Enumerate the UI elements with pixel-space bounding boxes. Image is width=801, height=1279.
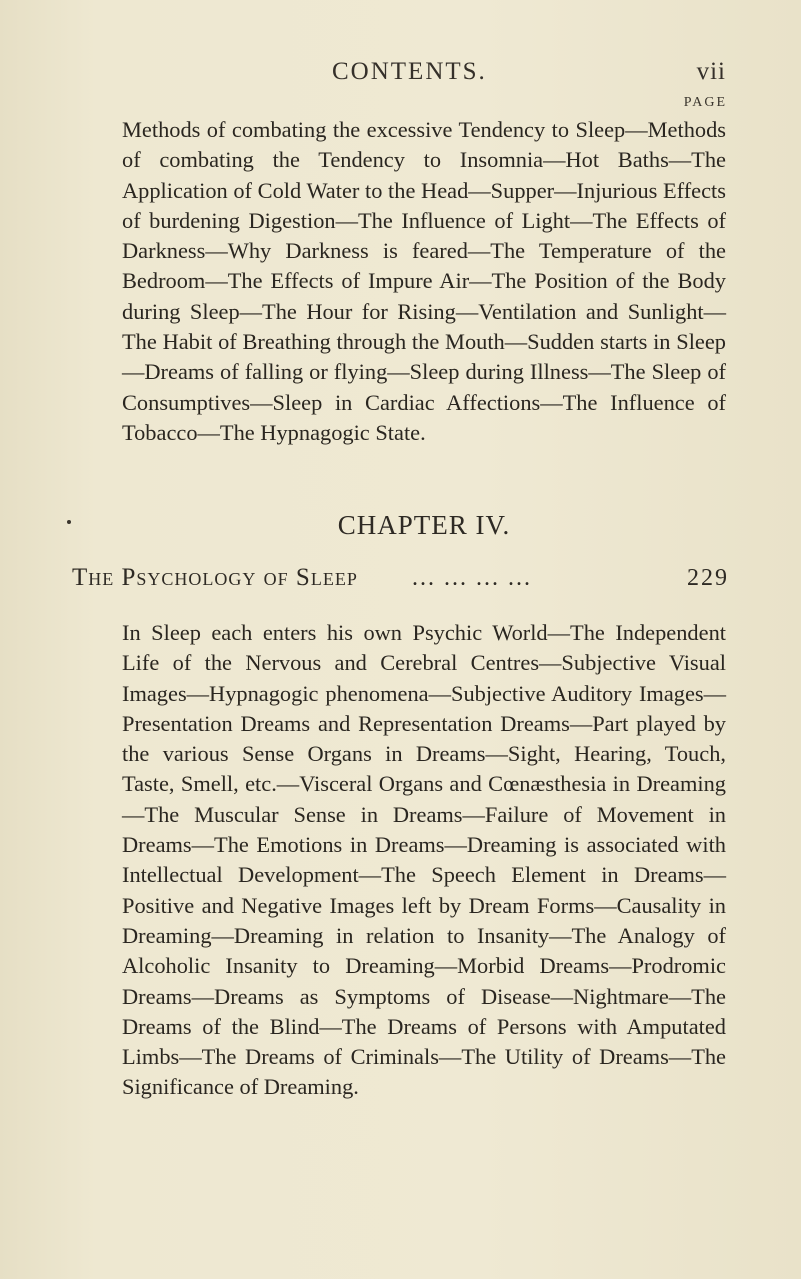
toc-entry-page: 229 — [687, 565, 729, 591]
page-column-label: PAGE — [683, 95, 727, 110]
running-head — [122, 58, 726, 92]
margin-mark — [67, 520, 71, 524]
toc-entry-leader: ... ... ... ... — [412, 565, 532, 591]
chapter-iv-summary: In Sleep each enters his own Psychic World—The Independent Life of the Nervous and Cerebral Centres—Subjective Visual Images—Hypnagogic phenomena—Subjective Auditory Images—Presentation Dreams and Representation Dreams—Part played by the various Sense Organs in Dreams—Sight, Hearing, Touch, Taste, Smell, etc.—Visceral Organs and Cœnæsthesia in Dreaming—The Muscular Sense in Dreams—Failure of Movement in Dreams—The Emotions in Dreams—Dreaming is associated with Intellectual Development—The Speech Element in Dreams—Positive and Negative Images left by Dream Forms—Causality in Dreaming—Dreaming in relation to Insanity—The Analogy of Alcoholic Insanity to Dreaming—Morbid Dreams—Prodromic Dreams—Dreams as Symptoms of Disease—Nightmare—The Dreams of the Blind—The Dreams of Persons with Amputated Limbs—The Dreams of Criminals—The Utility of Dreams—The Significance of Dreaming. — [122, 620, 726, 1100]
toc-entry-title: The Psychology of Sleep — [72, 564, 358, 591]
toc-entry — [72, 561, 729, 595]
chapter-iii-summary: Methods of combating the excessive Tendency to Sleep—Methods of combating the Tendency to Insomnia—Hot Baths—The Application of Cold Water to the Head—Supper—Injurious Effects of burdening Digestion—The Influence of Light—The Effects of Darkness—Why Darkness is feared—The Temperature of the Bedroom—The Effects of Impure Air—The Position of the Body during Sleep—The Hour for Rising—Ventilation and Sunlight—The Habit of Breathing through the Mouth—Sudden starts in Sleep—Dreams of falling or flying—Sleep during Illness—The Sleep of Consumptives—Sleep in Cardiac Affections—The Influence of Tobacco—The Hypnagogic State. — [122, 117, 726, 445]
chapter-heading: CHAPTER IV. — [337, 510, 511, 540]
page-number: vii — [696, 58, 726, 85]
running-title: CONTENTS. — [332, 58, 487, 85]
